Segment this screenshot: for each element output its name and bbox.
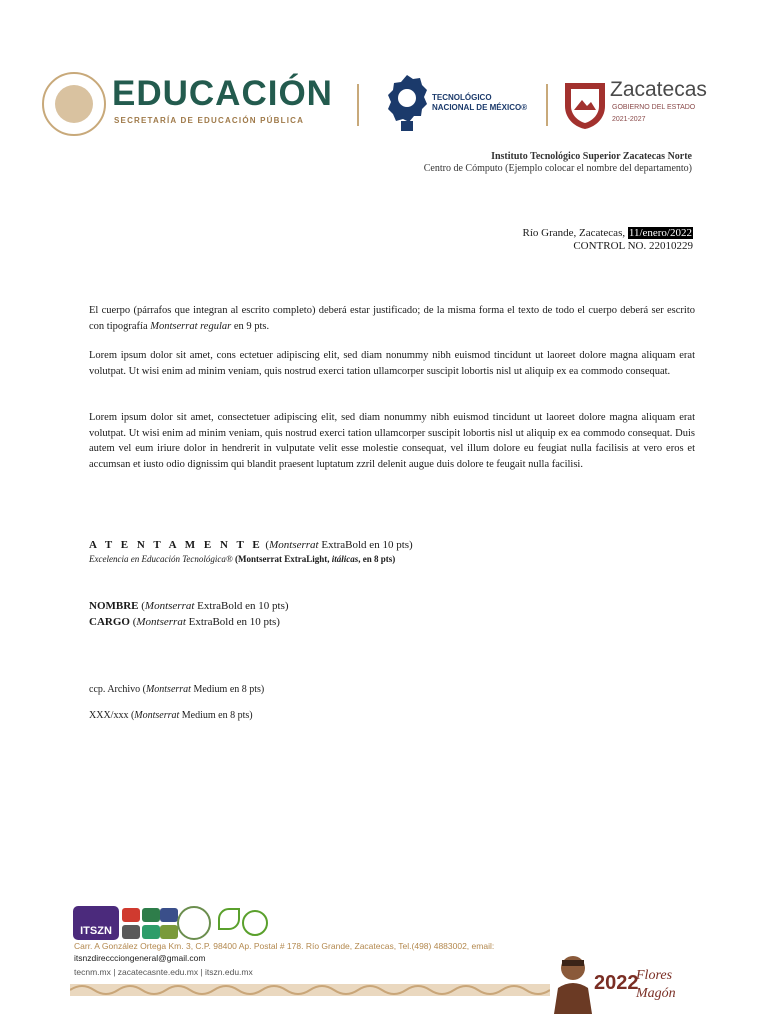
- sep-logo-subtitle: SECRETARÍA DE EDUCACIÓN PÚBLICA: [114, 116, 305, 125]
- footer-websites[interactable]: tecnm.mx | zacatecasnte.edu.mx | itszn.edu.mx: [74, 967, 253, 977]
- control-number: CONTROL NO. 22010229: [573, 240, 693, 252]
- header-divider: [546, 84, 548, 126]
- leaf-icon: [218, 908, 240, 930]
- motto-note-italic: itálicas: [331, 554, 359, 564]
- certification-icon: [160, 908, 178, 922]
- certification-icon: [142, 925, 160, 939]
- closing-atentamente: A T E N T A M E N T E (Montserrat ExtraBold en 10 pts): [89, 539, 413, 551]
- mexico-seal-logo: [42, 72, 106, 136]
- motto: [89, 554, 395, 564]
- header-divider: [357, 84, 359, 126]
- font-note-rest: Medium en 8 pts): [190, 684, 265, 695]
- p1-text: El cuerpo (párrafos que integran al escrito completo) deberá estar justificado; de la misma forma el texto de todo el cuerpo deberá ser escrito con tipografía: [89, 305, 695, 332]
- place: Río Grande, Zacatecas,: [522, 227, 626, 239]
- motto-note: (Montserrat ExtraLight,: [234, 554, 332, 564]
- body-paragraph-2: Lorem ipsum dolor sit amet, cons ectetuer adipiscing elit, sed diam nonummy nibh euismod tincidunt ut laoreet dolore magna aliquam erat volutpat. Ut wisi enim ad minim veniam, quis nostrud exerci tation ullamcorper suscipit lobortis nisl ut aliquip ex ea commodo consequat.: [89, 350, 695, 377]
- address-text: Carr. A González Ortega Km. 3, C.P. 98400 Ap. Postal # 178. Río Grande, Zacatecas, Tel.(498) 4883002, email:: [74, 941, 495, 951]
- institution-name: Instituto Tecnológico Superior Zacatecas Norte: [491, 151, 692, 162]
- tecnm-gear-logo: [386, 73, 428, 133]
- initials-line: [89, 710, 253, 721]
- motto-text: Excelencia en Educación Tecnológica®: [89, 554, 233, 564]
- ccp-line: [89, 684, 264, 695]
- certification-icon: [122, 908, 140, 922]
- ccp-label: ccp. Archivo (: [89, 684, 146, 695]
- font-note: Montserrat: [144, 600, 195, 612]
- flores-magon-portrait: [548, 948, 598, 1014]
- certification-icon: [160, 925, 178, 939]
- p1-font-name: Montserrat regular: [150, 320, 232, 332]
- zacatecas-sub2: 2021-2027: [612, 116, 646, 123]
- plastic-free-icon: [242, 910, 268, 936]
- tecnm-logo-text: [432, 93, 527, 113]
- decorative-pattern-band: [70, 980, 550, 1000]
- font-note-rest: Medium en 8 pts): [179, 710, 253, 721]
- nombre-label: NOMBRE: [89, 600, 139, 612]
- sep-logo-title: EDUCACIÓN: [112, 74, 333, 113]
- signer-position: CARGO (Montserrat ExtraBold en 10 pts): [89, 616, 280, 628]
- motto-note-end: , en 8 pts): [358, 554, 396, 564]
- certification-icon: [142, 908, 160, 922]
- initials-label: XXX/xxx (: [89, 710, 135, 721]
- zacatecas-subtitle: [612, 102, 695, 126]
- zacatecas-title: Zacatecas: [610, 78, 707, 101]
- font-note: Montserrat: [136, 616, 186, 628]
- p1-text-end: en 9 pts.: [231, 320, 270, 332]
- zacatecas-sub1: GOBIERNO DEL ESTADO: [612, 104, 696, 111]
- department-name: Centro de Cómputo (Ejemplo colocar el nombre del departamento): [423, 163, 692, 174]
- font-note-rest: ExtraBold en 10 pts): [185, 616, 280, 628]
- font-note-rest: ExtraBold en 10 pts): [194, 600, 289, 612]
- magon-name-magon: Magón: [636, 986, 676, 1001]
- magon-name-flores: Flores: [636, 968, 673, 983]
- footer-email[interactable]: itsnzdireccciongeneral@gmail.com: [74, 953, 206, 963]
- body-paragraph-3: Lorem ipsum dolor sit amet, consectetuer adipiscing elit, sed diam nonummy nibh euismod tincidunt ut laoreet dolore magna aliquam erat volutpat. Ut wisi enim ad minim veniam, quis nostrud exerci tation ullamcorper suscipit lobortis nisl ut aliquip ex ea commodo consequat. Duis autem vel eum iriure dolor in hendrerit in vulputate velit esse molestie consequat, vel illum dolore eu feugiat nulla facilisis at vero eros et accumsan et iusto odio dignissim qui blandit praesent luptatum zzril delenit augue duis dolore te feugait nulla facilisi.: [89, 412, 695, 470]
- seal-icon: [177, 906, 211, 940]
- cargo-label: CARGO: [89, 616, 130, 628]
- zacatecas-shield-logo: [562, 80, 608, 130]
- font-note: Montserrat: [145, 684, 191, 695]
- tecnm-line2: NACIONAL DE MÉXICO®: [432, 103, 528, 112]
- certification-icon: [122, 925, 140, 939]
- signer-name: NOMBRE (Montserrat ExtraBold en 10 pts): [89, 600, 289, 612]
- magon-year: 2022: [594, 972, 639, 994]
- tecnm-line1: TECNOLÓGICO: [432, 93, 492, 102]
- font-note: Montserrat: [269, 539, 319, 551]
- date: 11/enero/2022: [628, 227, 692, 239]
- place-date: [522, 227, 693, 239]
- footer-address: [74, 940, 544, 964]
- body-paragraph-1: [89, 303, 695, 334]
- font-note-rest: ExtraBold en 10 pts): [318, 539, 413, 551]
- font-note: Montserrat: [134, 710, 180, 721]
- atentamente: A T E N T A M E N T E: [89, 539, 263, 551]
- itszn-logo: ITSZN: [73, 906, 119, 940]
